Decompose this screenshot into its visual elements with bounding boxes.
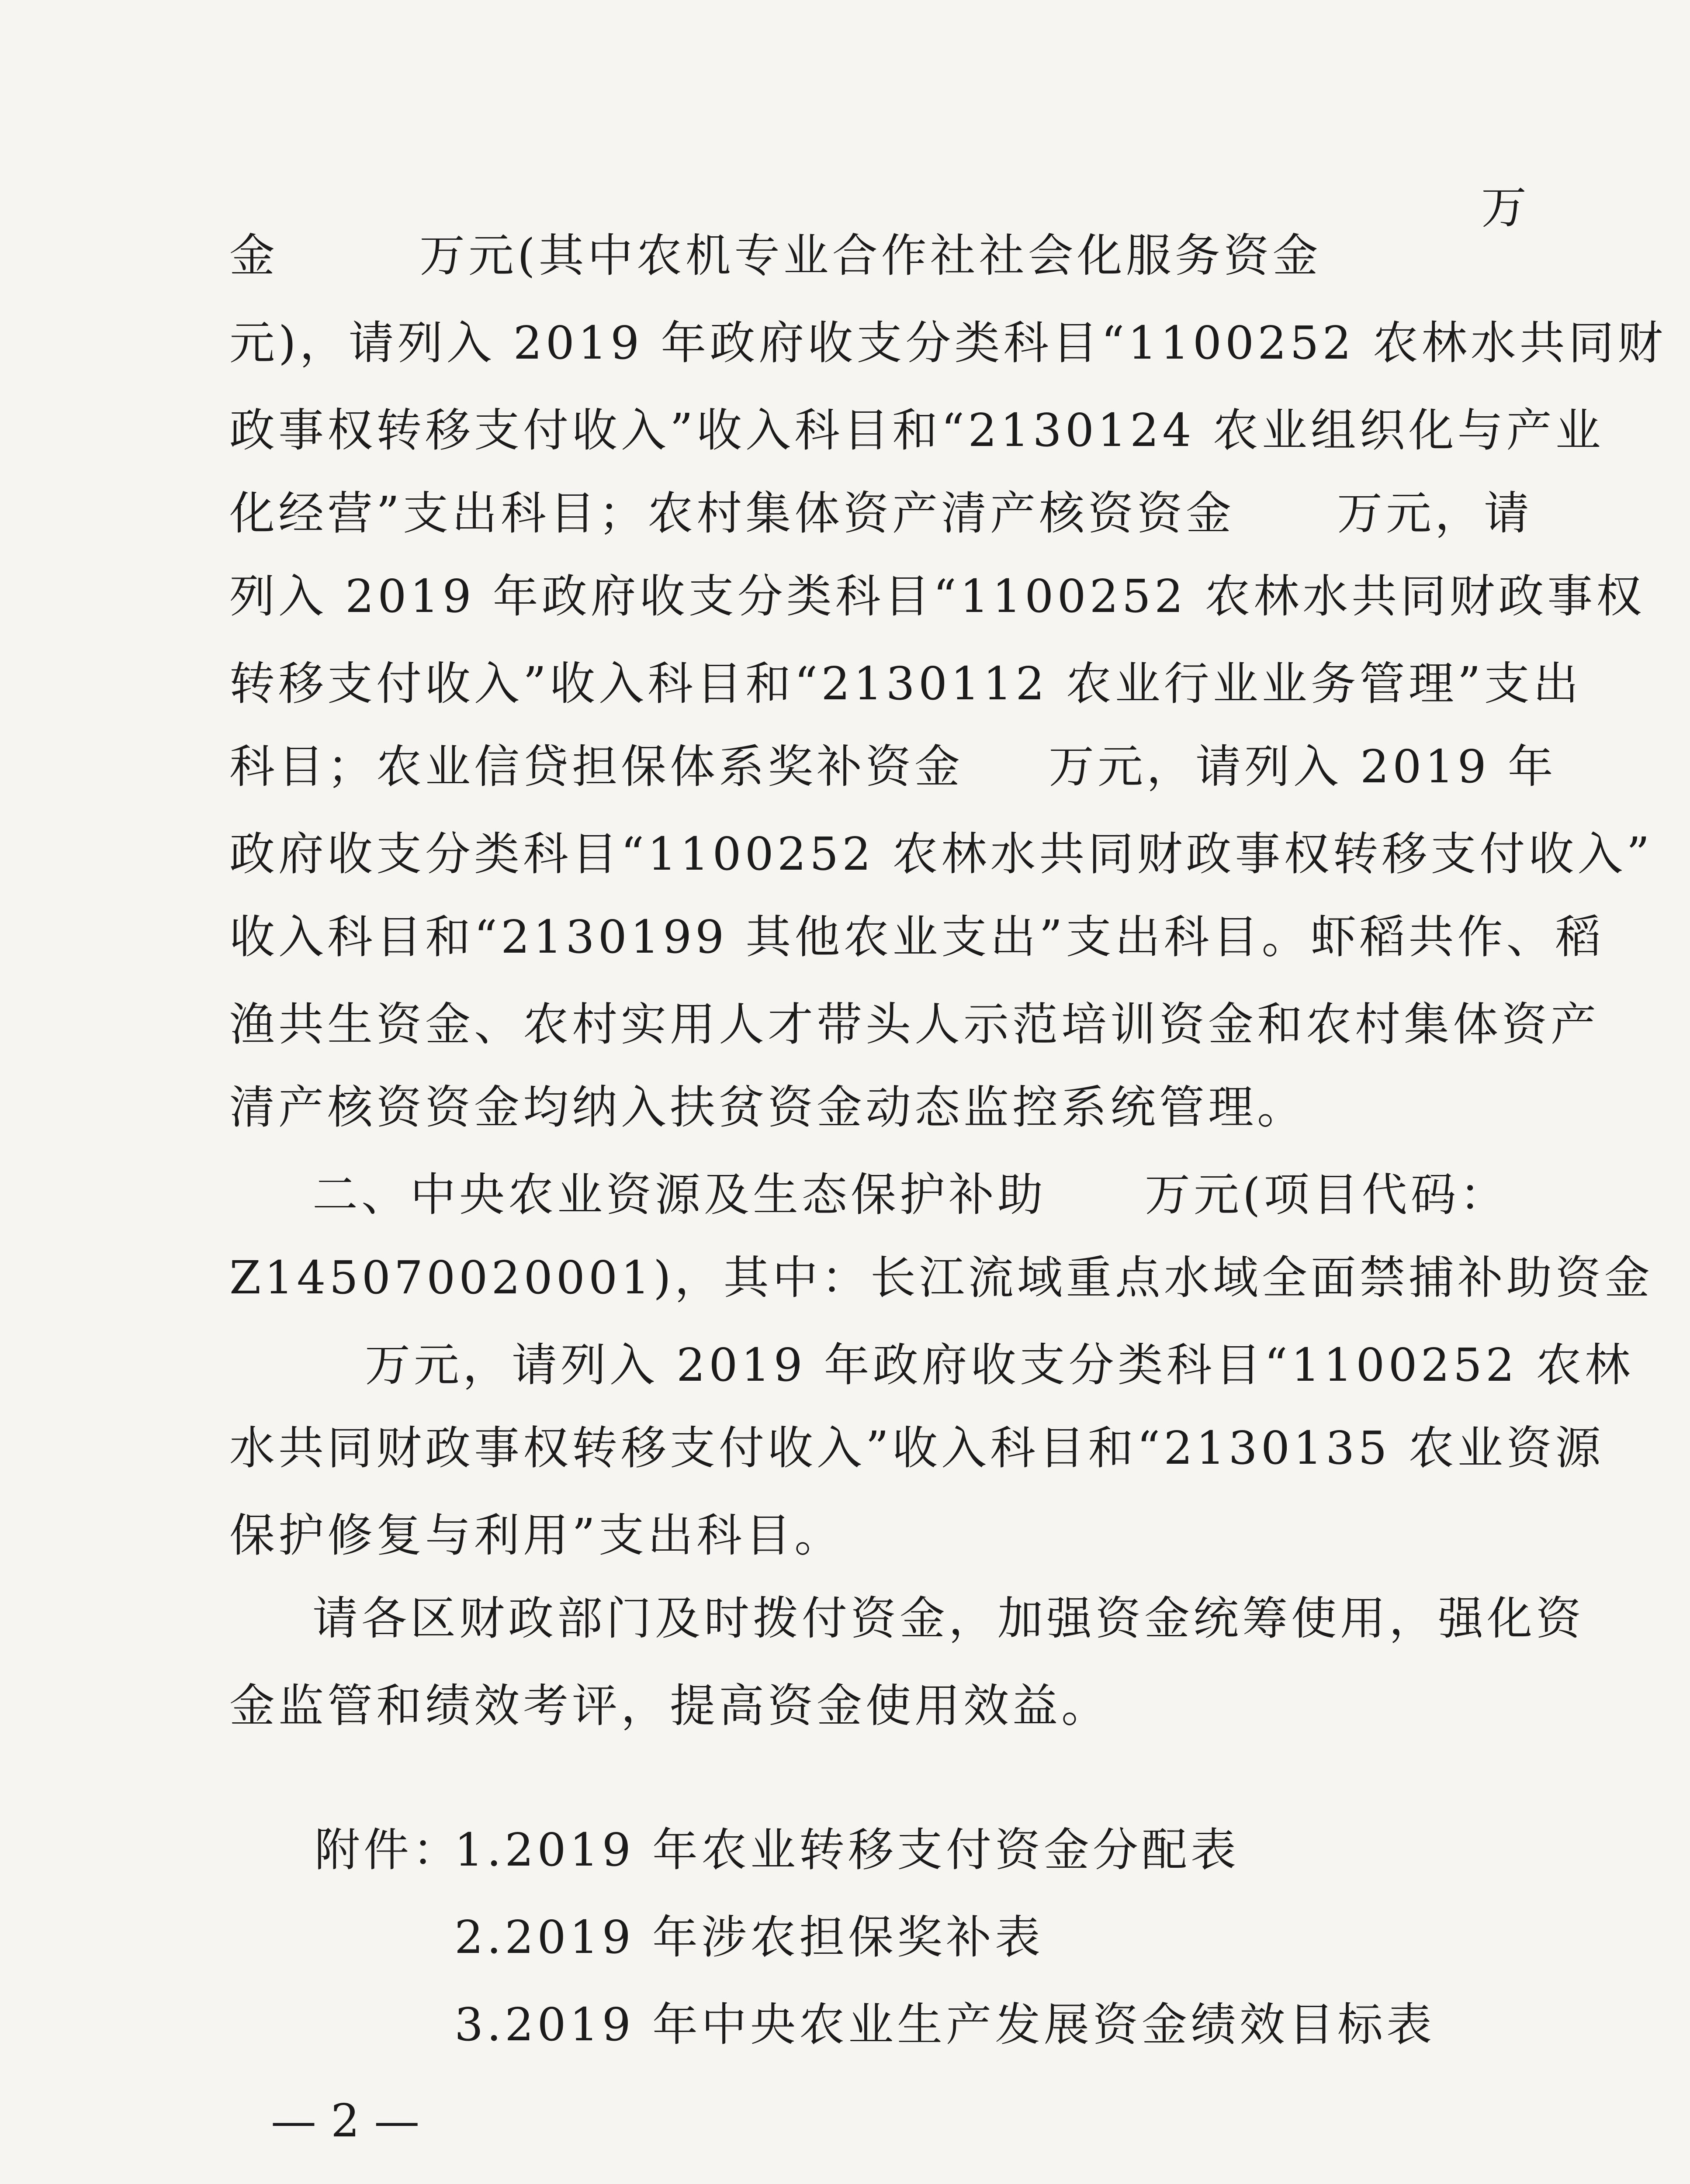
body-line: 科目；农业信贷担保体系奖补资金 [229,740,964,793]
body-line: 二、中央农业资源及生态保护补助 [312,1168,1047,1221]
body-line: 水共同财政事权转移支付收入”收入科目和“2130135 农业资源 [229,1421,1604,1475]
body-line: 金 [229,229,279,282]
body-line: 万元，请列入 2019 年政府收支分类科目“1100252 农林 [365,1338,1634,1392]
inline-fragment: 万元，请列入 2019 年 [1049,740,1557,793]
body-line: 请各区财政部门及时拨付资金，加强资金统筹使用，强化资 [312,1592,1585,1645]
body-line: 转移支付收入”收入科目和“2130112 农业行业业务管理”支出 [229,657,1582,710]
attachment-label: 附件： [315,1823,462,1876]
attachment-item: 3.2019 年中央农业生产发展资金绩效目标表 [454,1998,1435,2051]
body-line: 清产核资资金均纳入扶贫资金动态监控系统管理。 [229,1081,1306,1134]
body-line: 渔共生资金、农村实用人才带头人示范培训资金和农村集体资产 [229,998,1600,1051]
body-line: 保护修复与利用”支出科目。 [229,1509,844,1562]
body-line: 化经营”支出科目；农村集体资产清产核资资金 [229,487,1235,540]
attachment-item: 1.2019 年农业转移支付资金分配表 [454,1823,1240,1876]
body-line: 政事权转移支付收入”收入科目和“2130124 农业组织化与产业 [229,404,1604,457]
body-line: Z145070020001)，其中：长江流域重点水域全面禁捕补助资金 [229,1251,1653,1304]
inline-fragment: 万元(项目代码： [1145,1168,1509,1221]
body-line: 元)，请列入 2019 年政府收支分类科目“1100252 农林水共同财 [229,316,1666,370]
body-line: 列入 2019 年政府收支分类科目“1100252 农林水共同财政事权 [229,570,1645,623]
page-number: — 2 — [271,2094,420,2147]
inline-fragment: 万 [1481,181,1531,234]
inline-fragment: 万元，请 [1337,487,1533,540]
body-line: 收入科目和“2130199 其他农业支出”支出科目。虾稻共作、稻 [229,910,1604,964]
body-line: 政府收支分类科目“1100252 农林水共同财政事权转移支付收入” [229,827,1653,881]
body-line: 金监管和绩效考评，提高资金使用效益。 [229,1679,1111,1732]
attachment-item: 2.2019 年涉农担保奖补表 [454,1911,1044,1964]
inline-fragment: 万元(其中农机专业合作社社会化服务资金 [419,229,1322,282]
